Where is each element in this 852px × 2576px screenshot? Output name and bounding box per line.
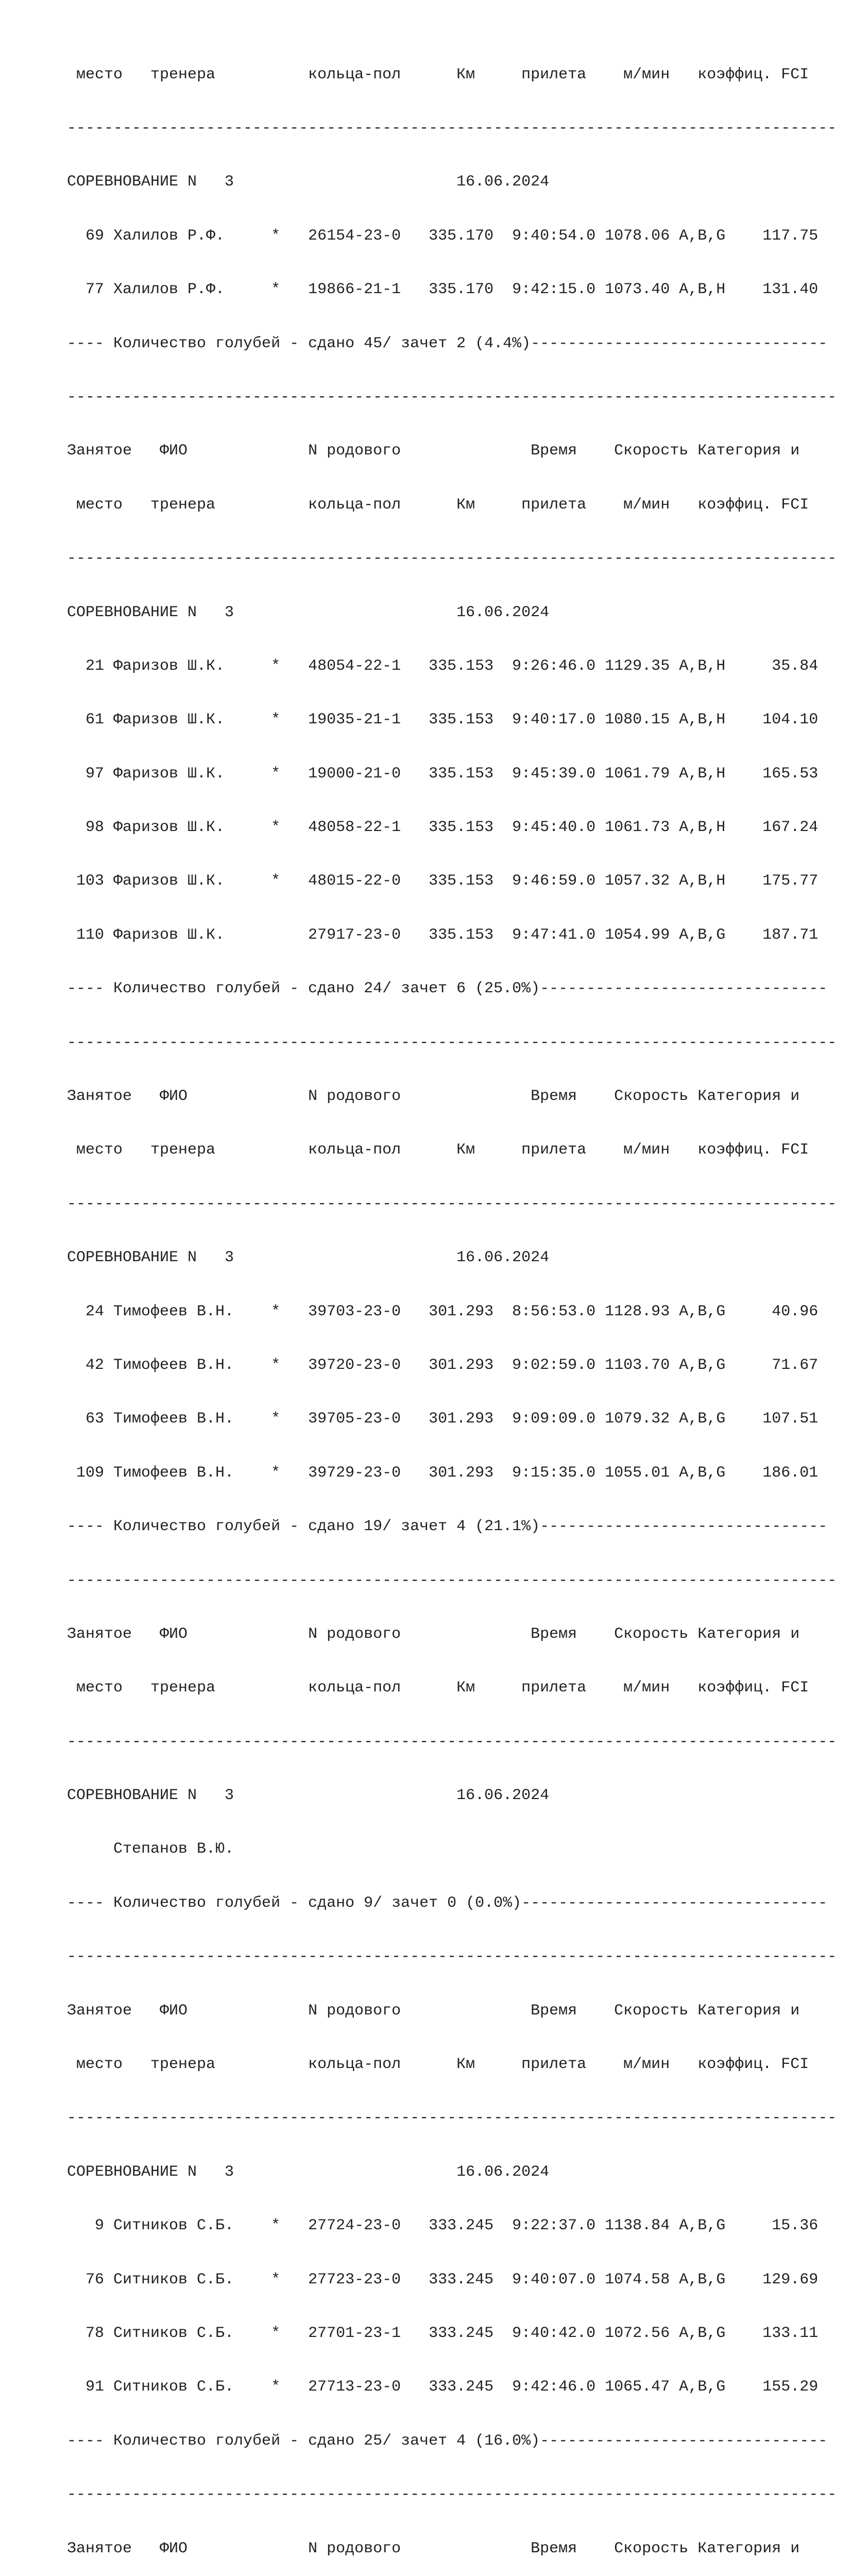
competition-header: СОРЕВНОВАНИЕ N 3 16.06.2024 [67, 1249, 550, 1267]
summary-line: ---- Количество голубей - сдано 24/ зачет 6 (25.0%)------------------------------- [67, 980, 828, 998]
result-row: 24 Тимофеев В.Н. * 39703-23-0 301.293 8:56:53.0 1128.93 A,B,G 40.96 [67, 1302, 819, 1320]
summary-line: ---- Количество голубей - сдано 19/ зачет 4 (21.1%)------------------------------- [67, 1518, 828, 1536]
competition-header: СОРЕВНОВАНИЕ N 3 16.06.2024 [67, 1787, 550, 1805]
separator-line: ----------------------------------------------------------------------------------- [67, 2109, 837, 2127]
summary-line: ---- Количество голубей - сдано 9/ зачет 0 (0.0%)--------------------------------- [67, 1894, 828, 1912]
summary-line: ---- Количество голубей - сдано 25/ зачет 4 (16.0%)------------------------------- [67, 2432, 828, 2450]
separator-line: ----------------------------------------------------------------------------------- [67, 550, 837, 568]
result-row: 98 Фаризов Ш.К. * 48058-22-1 335.153 9:45:40.0 1061.73 A,B,H 167.24 [67, 819, 819, 837]
separator-line: ----------------------------------------------------------------------------------- [67, 388, 837, 406]
header-row-2: место тренера кольца-пол Км прилета м/мин коэффиц. FCI [67, 496, 809, 514]
result-row: 42 Тимофеев В.Н. * 39720-23-0 301.293 9:02:59.0 1103.70 A,B,G 71.67 [67, 1356, 819, 1374]
separator-line: ----------------------------------------------------------------------------------- [67, 1195, 837, 1213]
competition-header: СОРЕВНОВАНИЕ N 3 16.06.2024 [67, 603, 550, 621]
result-row: 110 Фаризов Ш.К. 27917-23-0 335.153 9:47:41.0 1054.99 A,B,G 187.71 [67, 926, 819, 944]
result-row: 109 Тимофеев В.Н. * 39729-23-0 301.293 9:15:35.0 1055.01 A,B,G 186.01 [67, 1464, 819, 1482]
separator-line: ----------------------------------------------------------------------------------- [67, 1948, 837, 1966]
header-row-2: место тренера кольца-пол Км прилета м/мин коэффиц. FCI [67, 2056, 809, 2074]
separator-line: ----------------------------------------------------------------------------------- [67, 119, 837, 137]
result-row: 103 Фаризов Ш.К. * 48015-22-0 335.153 9:46:59.0 1057.32 A,B,H 175.77 [67, 872, 819, 890]
header-row-1: Занятое ФИО N родового Время Скорость Категория и [67, 1088, 800, 1106]
result-row: 91 Ситников С.Б. * 27713-23-0 333.245 9:42:46.0 1065.47 A,B,G 155.29 [67, 2378, 819, 2396]
result-row: 63 Тимофеев В.Н. * 39705-23-0 301.293 9:09:09.0 1079.32 A,B,G 107.51 [67, 1410, 819, 1428]
separator-line: ----------------------------------------------------------------------------------- [67, 1571, 837, 1589]
separator-line: ----------------------------------------------------------------------------------- [67, 1733, 837, 1751]
results-printout [67, 30, 837, 2576]
header-row-2: место тренера кольца-пол Км прилета м/мин коэффиц. FCI [67, 1679, 809, 1697]
result-row: 78 Ситников С.Б. * 27701-23-1 333.245 9:40:42.0 1072.56 A,B,G 133.11 [67, 2325, 819, 2342]
result-row: 21 Фаризов Ш.К. * 48054-22-1 335.153 9:26:46.0 1129.35 A,B,H 35.84 [67, 657, 819, 675]
header-row-1: Занятое ФИО N родового Время Скорость Категория и [67, 2539, 800, 2557]
header-row-1: Занятое ФИО N родового Время Скорость Категория и [67, 2002, 800, 2020]
summary-line: ---- Количество голубей - сдано 45/ зачет 2 (4.4%)-------------------------------- [67, 334, 828, 352]
separator-line: ----------------------------------------------------------------------------------- [67, 2486, 837, 2504]
header-row-2: место тренера кольца-пол Км прилета м/мин коэффиц. FCI [67, 65, 809, 83]
result-row: 61 Фаризов Ш.К. * 19035-21-1 335.153 9:40:17.0 1080.15 A,B,H 104.10 [67, 711, 819, 729]
result-row: 76 Ситников С.Б. * 27723-23-0 333.245 9:40:07.0 1074.58 A,B,G 129.69 [67, 2270, 819, 2289]
header-row-1: Занятое ФИО N родового Время Скорость Категория и [67, 1625, 800, 1643]
result-row: 9 Ситников С.Б. * 27724-23-0 333.245 9:22:37.0 1138.84 A,B,G 15.36 [67, 2217, 819, 2235]
header-row-2: место тренера кольца-пол Км прилета м/мин коэффиц. FCI [67, 1141, 809, 1159]
result-row: 97 Фаризов Ш.К. * 19000-21-0 335.153 9:45:39.0 1061.79 A,B,H 165.53 [67, 765, 819, 783]
header-row-1: Занятое ФИО N родового Время Скорость Категория и [67, 442, 800, 460]
separator-line: ----------------------------------------------------------------------------------- [67, 1033, 837, 1052]
competition-header: СОРЕВНОВАНИЕ N 3 16.06.2024 [67, 173, 550, 191]
result-row: 77 Халилов Р.Ф. * 19866-21-1 335.170 9:42:15.0 1073.40 A,B,H 131.40 [67, 281, 819, 299]
competition-header: СОРЕВНОВАНИЕ N 3 16.06.2024 [67, 2163, 550, 2181]
result-row: 69 Халилов Р.Ф. * 26154-23-0 335.170 9:40:54.0 1078.06 A,B,G 117.75 [67, 227, 819, 245]
trainer-name-row: Степанов В.Ю. [67, 1840, 234, 1858]
